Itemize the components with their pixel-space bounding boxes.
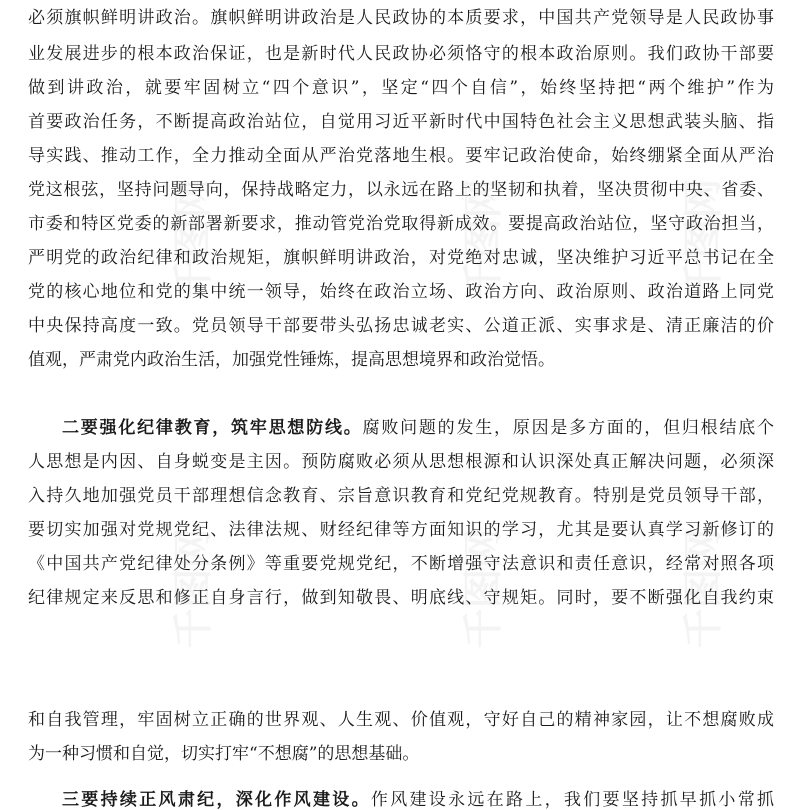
- text-line: 纪律规定来反思和修正自身言行，做到知敬畏、明底线、守规矩。同时，要不断强化自我约束: [28, 588, 774, 608]
- text-line: 人思想是内因、自身蜕变是主因。预防腐败必须从思想根源和认识深处真正解决问题，必须深: [28, 452, 774, 472]
- text-line: 党这根弦，坚持问题导向，保持战略定力，以永远在路上的坚韧和执着，坚决贯彻中央、省委、: [28, 180, 774, 200]
- watermark: 千图网: [460, 178, 507, 299]
- text-line: 导实践、推动工作，全力推动全面从严治党落地生根。要牢记政治使命，始终绷紧全面从严治: [28, 146, 774, 166]
- watermark: 千图网: [170, 178, 217, 299]
- watermark: 千图网: [680, 178, 727, 299]
- text-line: 中央保持高度一致。党员领导干部要带头弘扬忠诚老实、公道正派、实事求是、清正廉洁的价: [28, 316, 774, 336]
- text-line: 做到讲政治，就要牢固树立“四个意识”，坚定“四个自信”，始终坚持把“两个维护”作为: [28, 78, 774, 98]
- text-line: [28, 622, 774, 642]
- text-line: 首要政治任务，不断提高政治站位，自觉用习近平新时代中国特色社会主义思想武装头脑、指: [28, 112, 774, 132]
- paragraph-heading-line: [62, 418, 774, 438]
- watermark: 千图网: [170, 528, 217, 649]
- text-line: 入持久地加强党员干部理想信念教育、宗旨意识教育和党纪党规教育。特别是党员领导干部，: [28, 486, 774, 506]
- text-line: 党的核心地位和党的集中统一领导，始终在政治立场、政治方向、政治原则、政治道路上同党: [28, 282, 774, 302]
- text-span: 腐败问题的发生，原因是多方面的，但归根结底个: [362, 418, 774, 438]
- section-heading: 二要强化纪律教育，筑牢思想防线。: [62, 418, 363, 438]
- text-line: 严明党的政治纪律和政治规矩，旗帜鲜明讲政治，对党绝对忠诚，坚决维护习近平总书记在全: [28, 248, 774, 268]
- text-line: 为一种习惯和自觉，切实打牢“不想腐”的思想基础。: [28, 744, 420, 764]
- paragraph-heading-line: [62, 790, 774, 810]
- watermark: 千图网: [460, 528, 507, 649]
- watermark: 千图网: [680, 528, 727, 649]
- text-line: 和自我管理，牢固树立正确的世界观、人生观、价值观，守好自己的精神家园，让不想腐败成: [28, 710, 774, 730]
- text-line: 市委和特区党委的新部署新要求，推动管党治党取得新成效。要提高政治站位，坚守政治担当，: [28, 214, 774, 234]
- section-heading: 三要持续正风肃纪，深化作风建设。: [62, 790, 371, 810]
- text-line: 《中国共产党纪律处分条例》等重要党规党纪，不断增强守法意识和责任意识，经常对照各项: [28, 554, 774, 574]
- text-line: 业发展进步的根本政治保证，也是新时代人民政协必须恪守的根本政治原则。我们政协干部要: [28, 44, 774, 64]
- text-span: 作风建设永远在路上，我们要坚持抓早抓小常抓: [370, 790, 774, 810]
- text-line: 要切实加强对党规党纪、法律法规、财经纪律等方面知识的学习，尤其是要认真学习新修订的: [28, 520, 774, 540]
- text-line: 必须旗帜鲜明讲政治。旗帜鲜明讲政治是人民政协的本质要求，中国共产党领导是人民政协事: [28, 8, 774, 28]
- text-line: 值观，严肃党内政治生活，加强党性锤炼，提高思想境界和政治觉悟。: [28, 350, 555, 370]
